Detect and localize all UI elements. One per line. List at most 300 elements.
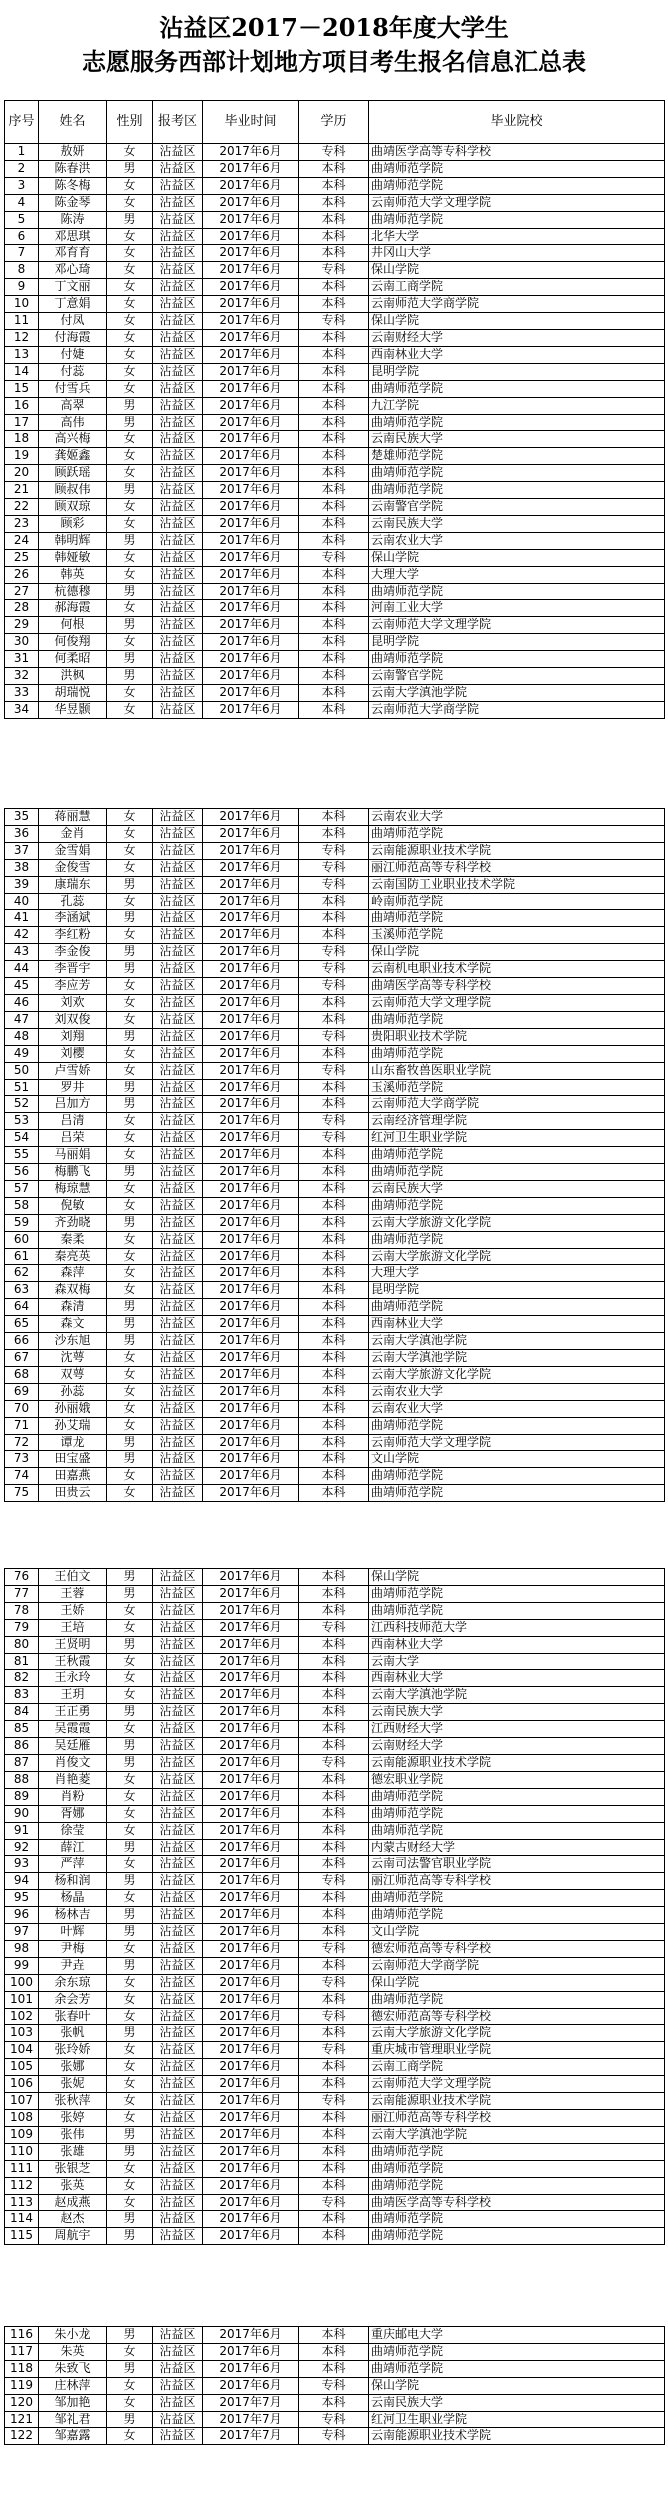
table-cell: 西南林业大学 (369, 1670, 665, 1687)
table-cell: 2017年6月 (203, 194, 299, 211)
table-cell: 专科 (299, 1130, 369, 1147)
table-cell: 2017年6月 (203, 1805, 299, 1822)
table-cell: 37 (5, 842, 39, 859)
table-cell: 朱致飞 (39, 2360, 107, 2377)
table-cell: 女 (107, 194, 153, 211)
table-cell: 云南司法警官职业学院 (369, 1856, 665, 1873)
table-cell: 曲靖师范学院 (369, 910, 665, 927)
table-cell: 16 (5, 397, 39, 414)
table-row (5, 2211, 665, 2228)
table-cell: 男 (107, 1333, 153, 1350)
table-cell: 曲靖师范学院 (369, 1197, 665, 1214)
table-row (5, 1062, 665, 1079)
table-cell: 男 (107, 1839, 153, 1856)
table-cell: 9 (5, 279, 39, 296)
table-cell: 女 (107, 549, 153, 566)
table-cell: 云南大学旅游文化学院 (369, 2025, 665, 2042)
table-row (5, 262, 665, 279)
table-cell: 沾益区 (153, 1839, 203, 1856)
table-cell: 79 (5, 1619, 39, 1636)
table-row (5, 1045, 665, 1062)
table-cell: 云南农业大学 (369, 1383, 665, 1400)
table-cell: 西南林业大学 (369, 1316, 665, 1333)
table-cell: 李晋宇 (39, 961, 107, 978)
table-cell: 男 (107, 961, 153, 978)
table-cell: 文山学院 (369, 1924, 665, 1941)
table-cell: 森萍 (39, 1265, 107, 1282)
table-cell: 2017年6月 (203, 2211, 299, 2228)
table-cell: 本科 (299, 2059, 369, 2076)
table-cell: 35 (5, 809, 39, 826)
table-cell: 大理大学 (369, 566, 665, 583)
table-cell: 2017年6月 (203, 1687, 299, 1704)
table-row (5, 2194, 665, 2211)
table-cell: 沾益区 (153, 825, 203, 842)
table-cell: 本科 (299, 1687, 369, 1704)
table-cell: 本科 (299, 1485, 369, 1502)
table-cell: 本科 (299, 499, 369, 516)
table-cell: 曲靖师范学院 (369, 177, 665, 194)
table-cell: 男 (107, 2143, 153, 2160)
table-cell: 孔蕊 (39, 893, 107, 910)
table-cell: 2017年6月 (203, 1873, 299, 1890)
table-cell: 男 (107, 1754, 153, 1771)
table-cell: 保山学院 (369, 944, 665, 961)
table-cell: 王蓉 (39, 1585, 107, 1602)
table-cell: 本科 (299, 329, 369, 346)
table-cell: 高伟 (39, 414, 107, 431)
table-cell: 109 (5, 2126, 39, 2143)
table-row (5, 1485, 665, 1502)
table-cell: 57 (5, 1180, 39, 1197)
table-cell: 2017年6月 (203, 961, 299, 978)
table-row (5, 296, 665, 313)
table-cell: 8 (5, 262, 39, 279)
table-cell: 丽江师范高等专科学校 (369, 2110, 665, 2127)
table-cell: 女 (107, 1653, 153, 1670)
table-cell: 沾益区 (153, 160, 203, 177)
table-cell: 2017年6月 (203, 532, 299, 549)
table-cell: 西南林业大学 (369, 346, 665, 363)
table-cell: 2017年6月 (203, 245, 299, 262)
table-cell: 曲靖师范学院 (369, 1890, 665, 1907)
table-cell: 沾益区 (153, 910, 203, 927)
table-cell: 杨和润 (39, 1873, 107, 1890)
column-header: 毕业时间 (203, 101, 299, 144)
table-cell: 本科 (299, 2126, 369, 2143)
table-cell: 2017年6月 (203, 876, 299, 893)
table-cell: 保山学院 (369, 2377, 665, 2394)
table-cell: 男 (107, 1316, 153, 1333)
table-cell: 男 (107, 1028, 153, 1045)
table-cell: 沾益区 (153, 685, 203, 702)
table-row (5, 1822, 665, 1839)
table-cell: 67 (5, 1350, 39, 1367)
table-cell: 男 (107, 617, 153, 634)
table-cell: 女 (107, 2177, 153, 2194)
table-cell: 沾益区 (153, 279, 203, 296)
table-cell: 2017年6月 (203, 177, 299, 194)
table-row (5, 2343, 665, 2360)
table-cell: 专科 (299, 961, 369, 978)
table-cell: 专科 (299, 1754, 369, 1771)
table-row (5, 515, 665, 532)
table-row (5, 329, 665, 346)
table-cell: 22 (5, 499, 39, 516)
table-cell: 本科 (299, 1383, 369, 1400)
table-cell: 曲靖师范学院 (369, 1468, 665, 1485)
table-row (5, 1687, 665, 1704)
table-cell: 云南能源职业技术学院 (369, 2428, 665, 2445)
table-cell: 92 (5, 1839, 39, 1856)
table-row (5, 177, 665, 194)
table-cell: 2017年6月 (203, 2110, 299, 2127)
table-cell: 梅琼慧 (39, 1180, 107, 1197)
table-cell: 薛江 (39, 1839, 107, 1856)
table-row (5, 1890, 665, 1907)
table-cell: 2017年6月 (203, 2126, 299, 2143)
table-cell: 110 (5, 2143, 39, 2160)
table-cell: 本科 (299, 809, 369, 826)
table-cell: 顾跃瑶 (39, 465, 107, 482)
table-cell: 敖妍 (39, 144, 107, 161)
column-header: 序号 (5, 101, 39, 144)
table-cell: 121 (5, 2411, 39, 2428)
table-cell: 2017年6月 (203, 1721, 299, 1738)
table-cell: 张伟 (39, 2126, 107, 2143)
table-row (5, 1721, 665, 1738)
table-cell: 2017年6月 (203, 701, 299, 718)
table-row (5, 1265, 665, 1282)
table-row (5, 701, 665, 718)
table-cell: 女 (107, 144, 153, 161)
table-row (5, 944, 665, 961)
table-cell: 本科 (299, 1636, 369, 1653)
table-cell: 2017年6月 (203, 978, 299, 995)
table-row (5, 499, 665, 516)
table-cell: 云南师范大学商学院 (369, 701, 665, 718)
table-cell: 沾益区 (153, 2194, 203, 2211)
table-cell: 沾益区 (153, 701, 203, 718)
table-cell: 36 (5, 825, 39, 842)
table-cell: 沾益区 (153, 583, 203, 600)
table-cell: 58 (5, 1197, 39, 1214)
table-cell: 云南财经大学 (369, 329, 665, 346)
table-cell: 曲靖师范学院 (369, 2343, 665, 2360)
table-cell: 专科 (299, 2411, 369, 2428)
table-row (5, 1011, 665, 1028)
table-cell: 云南大学旅游文化学院 (369, 1214, 665, 1231)
table-cell: 本科 (299, 414, 369, 431)
table-cell: 2017年6月 (203, 809, 299, 826)
table-cell: 云南大学滇池学院 (369, 1687, 665, 1704)
table-cell: 云南民族大学 (369, 1704, 665, 1721)
table-cell: 沾益区 (153, 144, 203, 161)
table-cell: 118 (5, 2360, 39, 2377)
table-cell: 曲靖师范学院 (369, 2360, 665, 2377)
table-cell: 2017年6月 (203, 1130, 299, 1147)
table-cell: 沾益区 (153, 2076, 203, 2093)
table-cell: 沾益区 (153, 397, 203, 414)
table-cell: 沾益区 (153, 1687, 203, 1704)
table-cell: 沾益区 (153, 1079, 203, 1096)
table-cell: 本科 (299, 346, 369, 363)
table-cell: 75 (5, 1485, 39, 1502)
table-cell: 2017年6月 (203, 431, 299, 448)
table-cell: 65 (5, 1316, 39, 1333)
table-row (5, 1788, 665, 1805)
table-cell: 大理大学 (369, 1265, 665, 1282)
table-row (5, 1197, 665, 1214)
table-cell: 龚姬鑫 (39, 448, 107, 465)
table-cell: 男 (107, 1585, 153, 1602)
table-cell: 12 (5, 329, 39, 346)
table-cell: 本科 (299, 1991, 369, 2008)
table-cell: 89 (5, 1788, 39, 1805)
table-cell: 付蕊 (39, 363, 107, 380)
document-title-line2: 志愿服务西部计划地方项目考生报名信息汇总表 (82, 47, 586, 76)
table-cell: 本科 (299, 1839, 369, 1856)
table-cell: 重庆城市管理职业学院 (369, 2042, 665, 2059)
table-cell: 女 (107, 809, 153, 826)
table-row (5, 600, 665, 617)
table-cell: 94 (5, 1873, 39, 1890)
table-cell: 沾益区 (153, 414, 203, 431)
table-cell: 本科 (299, 279, 369, 296)
table-cell: 2017年6月 (203, 482, 299, 499)
table-cell: 27 (5, 583, 39, 600)
table-row (5, 1636, 665, 1653)
table-cell: 女 (107, 1822, 153, 1839)
table-row (5, 1602, 665, 1619)
table-cell: 本科 (299, 1164, 369, 1181)
table-cell: 何俊翔 (39, 634, 107, 651)
table-cell: 2017年6月 (203, 1147, 299, 1164)
table-cell: 103 (5, 2025, 39, 2042)
table-cell: 女 (107, 1265, 153, 1282)
table-cell: 73 (5, 1451, 39, 1468)
table-cell: 女 (107, 893, 153, 910)
table-cell: 张银芝 (39, 2160, 107, 2177)
table-cell: 98 (5, 1940, 39, 1957)
table-row (5, 2008, 665, 2025)
table-cell: 2017年6月 (203, 1400, 299, 1417)
table-cell: 50 (5, 1062, 39, 1079)
table-cell: 付凤 (39, 313, 107, 330)
column-header: 姓名 (39, 101, 107, 144)
table-row (5, 1214, 665, 1231)
table-cell: 女 (107, 296, 153, 313)
table-row (5, 2126, 665, 2143)
table-cell: 2017年6月 (203, 1839, 299, 1856)
table-cell: 德宏职业学院 (369, 1771, 665, 1788)
table-cell: 女 (107, 2059, 153, 2076)
table-cell: 沾益区 (153, 1231, 203, 1248)
table-cell: 沾益区 (153, 651, 203, 668)
table-cell: 顾叔伟 (39, 482, 107, 499)
table-cell: 付婕 (39, 346, 107, 363)
table-cell: 贵阳职业技术学院 (369, 1028, 665, 1045)
table-cell: 122 (5, 2428, 39, 2445)
table-cell: 2017年6月 (203, 1011, 299, 1028)
table-cell: 女 (107, 1045, 153, 1062)
table-cell: 河南工业大学 (369, 600, 665, 617)
table-cell: 2017年6月 (203, 1653, 299, 1670)
table-cell: 云南农业大学 (369, 809, 665, 826)
table-cell: 高兴梅 (39, 431, 107, 448)
table-cell: 沾益区 (153, 296, 203, 313)
table-cell: 昆明学院 (369, 363, 665, 380)
table-row (5, 978, 665, 995)
table-cell: 德宏师范高等专科学校 (369, 2008, 665, 2025)
table-cell: 男 (107, 2411, 153, 2428)
table-cell: 男 (107, 2211, 153, 2228)
table-cell: 江西科技师范大学 (369, 1619, 665, 1636)
table-cell: 专科 (299, 978, 369, 995)
table-cell: 2017年6月 (203, 1180, 299, 1197)
table-cell: 2017年6月 (203, 1451, 299, 1468)
table-cell: 女 (107, 927, 153, 944)
table-row (5, 668, 665, 685)
table-cell: 卢雪娇 (39, 1062, 107, 1079)
table-cell: 2017年6月 (203, 380, 299, 397)
table-row (5, 2360, 665, 2377)
table-cell: 陈金琴 (39, 194, 107, 211)
table-cell: 沾益区 (153, 1316, 203, 1333)
table-cell: 专科 (299, 2093, 369, 2110)
table-row (5, 1839, 665, 1856)
table-cell: 沾益区 (153, 1350, 203, 1367)
table-row (5, 825, 665, 842)
table-cell: 云南师范大学商学院 (369, 1096, 665, 1113)
table-cell: 沾益区 (153, 2394, 203, 2411)
table-cell: 男 (107, 910, 153, 927)
table-cell: 朱小龙 (39, 2327, 107, 2344)
table-cell: 沾益区 (153, 1164, 203, 1181)
table-cell: 本科 (299, 1147, 369, 1164)
table-cell: 沾益区 (153, 431, 203, 448)
table-cell: 沾益区 (153, 1940, 203, 1957)
table-cell: 沾益区 (153, 1771, 203, 1788)
table-cell: 2017年6月 (203, 448, 299, 465)
table-cell: 沾益区 (153, 2059, 203, 2076)
table-row (5, 583, 665, 600)
table-row (5, 1282, 665, 1299)
table-cell: 曲靖师范学院 (369, 583, 665, 600)
table-cell: 本科 (299, 1468, 369, 1485)
table-cell: 2017年6月 (203, 910, 299, 927)
table-cell: 女 (107, 346, 153, 363)
table-cell: 本科 (299, 2211, 369, 2228)
table-cell: 113 (5, 2194, 39, 2211)
table-cell: 2017年6月 (203, 1282, 299, 1299)
table-cell: 63 (5, 1282, 39, 1299)
table-cell: 沾益区 (153, 634, 203, 651)
table-cell: 沾益区 (153, 994, 203, 1011)
table-cell: 专科 (299, 2042, 369, 2059)
table-cell: 女 (107, 1197, 153, 1214)
table-cell: 本科 (299, 1333, 369, 1350)
table-cell: 2017年6月 (203, 397, 299, 414)
table-row (5, 1434, 665, 1451)
table-cell: 沾益区 (153, 1096, 203, 1113)
table-cell: 丁意娟 (39, 296, 107, 313)
table-cell: 双萼 (39, 1366, 107, 1383)
table-cell: 云南能源职业技术学院 (369, 842, 665, 859)
table-row (5, 2059, 665, 2076)
table-cell: 11 (5, 313, 39, 330)
table-cell: 2017年6月 (203, 2059, 299, 2076)
table-cell: 沾益区 (153, 1468, 203, 1485)
table-cell: 60 (5, 1231, 39, 1248)
table-row (5, 1974, 665, 1991)
table-cell: 2017年6月 (203, 617, 299, 634)
table-cell: 云南大学滇池学院 (369, 1350, 665, 1367)
table-cell: 90 (5, 1805, 39, 1822)
table-cell: 文山学院 (369, 1451, 665, 1468)
table-cell: 张英 (39, 2177, 107, 2194)
table-cell: 沾益区 (153, 1434, 203, 1451)
table-cell: 专科 (299, 1940, 369, 1957)
table-cell: 2017年6月 (203, 1485, 299, 1502)
table-cell: 田贵云 (39, 1485, 107, 1502)
table-header-row (5, 101, 665, 144)
table-row (5, 549, 665, 566)
table-cell: 沾益区 (153, 549, 203, 566)
table-cell: 107 (5, 2093, 39, 2110)
table-cell: 本科 (299, 668, 369, 685)
table-cell: 女 (107, 1231, 153, 1248)
table-cell: 本科 (299, 1670, 369, 1687)
table-cell: 2017年6月 (203, 329, 299, 346)
table-cell: 王玥 (39, 1687, 107, 1704)
table-cell: 邹嘉露 (39, 2428, 107, 2445)
table-cell: 2017年6月 (203, 160, 299, 177)
table-row (5, 363, 665, 380)
table-cell: 86 (5, 1738, 39, 1755)
table-cell: 本科 (299, 1248, 369, 1265)
table-cell: 本科 (299, 1197, 369, 1214)
table-cell: 沾益区 (153, 1957, 203, 1974)
table-cell: 沾益区 (153, 1147, 203, 1164)
table-cell: 男 (107, 1434, 153, 1451)
table-cell: 88 (5, 1771, 39, 1788)
table-cell: 胡瑞悦 (39, 685, 107, 702)
table-cell: 72 (5, 1434, 39, 1451)
table-cell: 51 (5, 1079, 39, 1096)
table-cell: 2017年7月 (203, 2411, 299, 2428)
table-cell: 女 (107, 1687, 153, 1704)
table-cell: 99 (5, 1957, 39, 1974)
table-row (5, 961, 665, 978)
table-row (5, 1248, 665, 1265)
table-cell: 男 (107, 160, 153, 177)
table-cell: 女 (107, 1400, 153, 1417)
table-cell: 沾益区 (153, 2008, 203, 2025)
table-cell: 17 (5, 414, 39, 431)
table-cell: 昆明学院 (369, 634, 665, 651)
table-cell: 云南师范大学商学院 (369, 1957, 665, 1974)
table-cell: 本科 (299, 1907, 369, 1924)
table-cell: 本科 (299, 1788, 369, 1805)
table-row (5, 927, 665, 944)
column-header: 报考区 (153, 101, 203, 144)
table-cell: 男 (107, 651, 153, 668)
table-cell: 2017年6月 (203, 346, 299, 363)
table-cell: 女 (107, 2377, 153, 2394)
table-cell: 2017年6月 (203, 549, 299, 566)
table-cell: 41 (5, 910, 39, 927)
